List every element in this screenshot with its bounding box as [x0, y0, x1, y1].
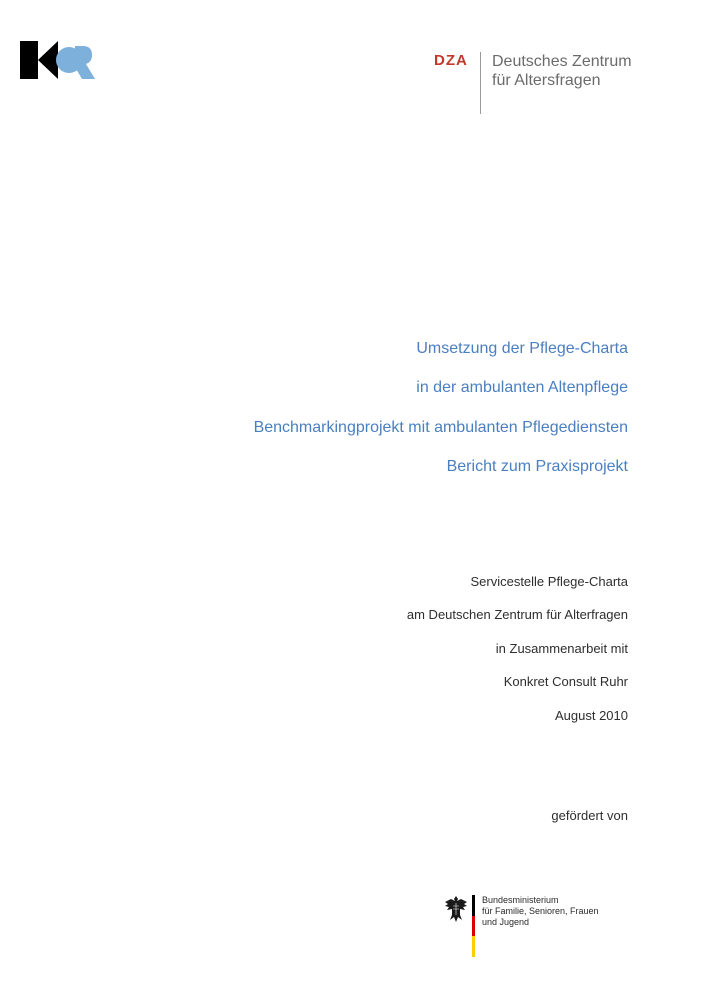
title-line: Benchmarkingprojekt mit ambulanten Pflegediensten: [253, 418, 628, 436]
german-flag-bar: [472, 895, 475, 957]
title-line: in der ambulanten Altenpflege: [416, 379, 628, 397]
ministry-name-line: und Jugend: [482, 917, 530, 927]
report-title: [254, 336, 628, 493]
kcr-logo: [20, 41, 95, 79]
dza-logo: [434, 52, 674, 116]
ministry-logo: [444, 893, 614, 959]
institute-name-line: für Altersfragen: [492, 72, 601, 89]
ministry-name: [482, 895, 599, 928]
info-line: Konkret Consult Ruhr: [503, 674, 628, 690]
ministry-name-line: für Familie, Senioren, Frauen: [482, 906, 599, 916]
info-line: am Deutschen Zentrum für Alterfragen: [406, 607, 628, 623]
dza-acronym: DZA: [434, 52, 468, 69]
title-line: Umsetzung der Pflege-Charta: [416, 340, 628, 357]
funded-by-label: gefördert von: [551, 808, 628, 823]
publication-date: August 2010: [554, 707, 628, 723]
publisher-info: [407, 572, 628, 739]
institute-name: [492, 52, 632, 90]
federal-eagle-icon: [444, 895, 468, 923]
ministry-name-line: Bundesministerium: [482, 895, 559, 905]
logo-divider: [480, 52, 481, 114]
info-line: in Zusammenarbeit mit: [495, 640, 628, 656]
title-line: Bericht zum Praxisprojekt: [446, 457, 628, 475]
institute-name-line: Deutsches Zentrum: [492, 53, 632, 70]
info-line: Servicestelle Pflege-Charta: [470, 574, 628, 589]
